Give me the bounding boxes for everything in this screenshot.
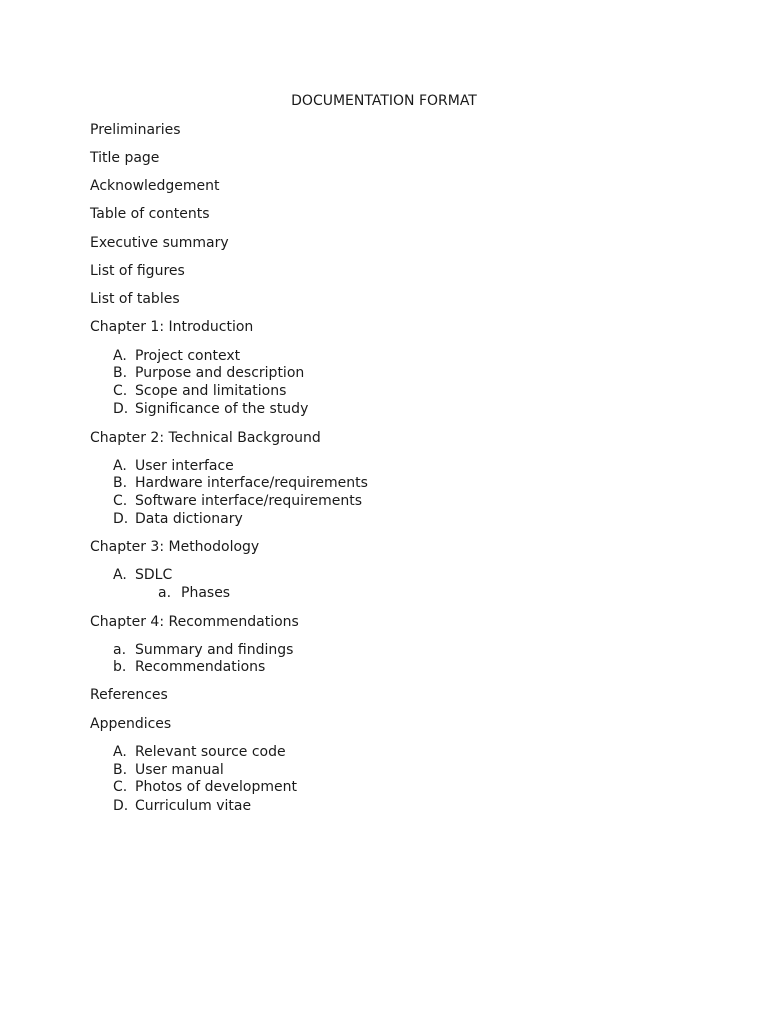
list-marker: C.	[113, 383, 128, 399]
list-marker: b.	[113, 659, 127, 675]
list-item-text: User manual	[135, 762, 224, 778]
heading-acknowledgement: Acknowledgement	[90, 178, 220, 194]
list-item	[113, 566, 172, 584]
list-item-text: Hardware interface/requirements	[135, 475, 368, 491]
chapter-4-heading: Chapter 4: Recommendations	[90, 614, 299, 630]
list-item	[113, 797, 251, 815]
list-item	[113, 641, 293, 659]
list-item	[113, 382, 286, 400]
heading-list-of-figures: List of figures	[90, 263, 185, 279]
heading-preliminaries: Preliminaries	[90, 122, 181, 138]
list-marker: a.	[113, 642, 127, 658]
list-item	[113, 347, 240, 365]
list-marker: A.	[113, 348, 127, 364]
list-item-text: Significance of the study	[135, 401, 309, 417]
list-marker: A.	[113, 458, 127, 474]
list-item-text: Relevant source code	[135, 744, 286, 760]
list-item-text: Recommendations	[135, 659, 266, 675]
heading-executive-summary: Executive summary	[90, 235, 229, 251]
list-item-text: Project context	[135, 348, 241, 364]
chapter-1-heading: Chapter 1: Introduction	[90, 319, 254, 335]
list-item	[113, 364, 304, 382]
list-item-text: SDLC	[135, 567, 173, 583]
list-marker: B.	[113, 762, 128, 778]
chapter-3-heading: Chapter 3: Methodology	[90, 539, 260, 555]
list-item-text: Scope and limitations	[135, 383, 287, 399]
list-marker: A.	[113, 744, 127, 760]
list-marker: C.	[113, 493, 128, 509]
list-item-text: Phases	[181, 585, 231, 601]
list-item	[113, 492, 362, 510]
list-marker: A.	[113, 567, 127, 583]
list-item-text: Software interface/requirements	[135, 493, 363, 509]
heading-list-of-tables: List of tables	[90, 291, 180, 307]
chapter-2-heading: Chapter 2: Technical Background	[90, 430, 321, 446]
heading-references: References	[90, 687, 168, 703]
list-item-text: Data dictionary	[135, 511, 243, 527]
list-item	[113, 743, 286, 761]
list-marker: a.	[158, 585, 172, 601]
list-item-text: Curriculum vitae	[135, 798, 252, 814]
list-marker: D.	[113, 401, 129, 417]
list-marker: B.	[113, 475, 128, 491]
list-marker: D.	[113, 798, 129, 814]
heading-appendices: Appendices	[90, 716, 172, 732]
sub-list-item	[158, 584, 230, 602]
list-item	[113, 778, 297, 796]
list-item-text: Photos of development	[135, 779, 297, 795]
list-marker: D.	[113, 511, 129, 527]
list-marker: C.	[113, 779, 128, 795]
heading-title-page: Title page	[90, 150, 160, 166]
list-item	[113, 474, 368, 492]
list-item-text: Purpose and description	[135, 365, 305, 381]
list-marker: B.	[113, 365, 128, 381]
list-item	[113, 400, 308, 418]
document-title: DOCUMENTATION FORMAT	[291, 93, 477, 109]
list-item-text: Summary and findings	[135, 642, 294, 658]
list-item	[113, 457, 234, 475]
list-item	[113, 510, 243, 528]
list-item	[113, 761, 224, 779]
list-item	[113, 658, 265, 676]
heading-table-of-contents: Table of contents	[90, 206, 210, 222]
list-item-text: User interface	[135, 458, 234, 474]
